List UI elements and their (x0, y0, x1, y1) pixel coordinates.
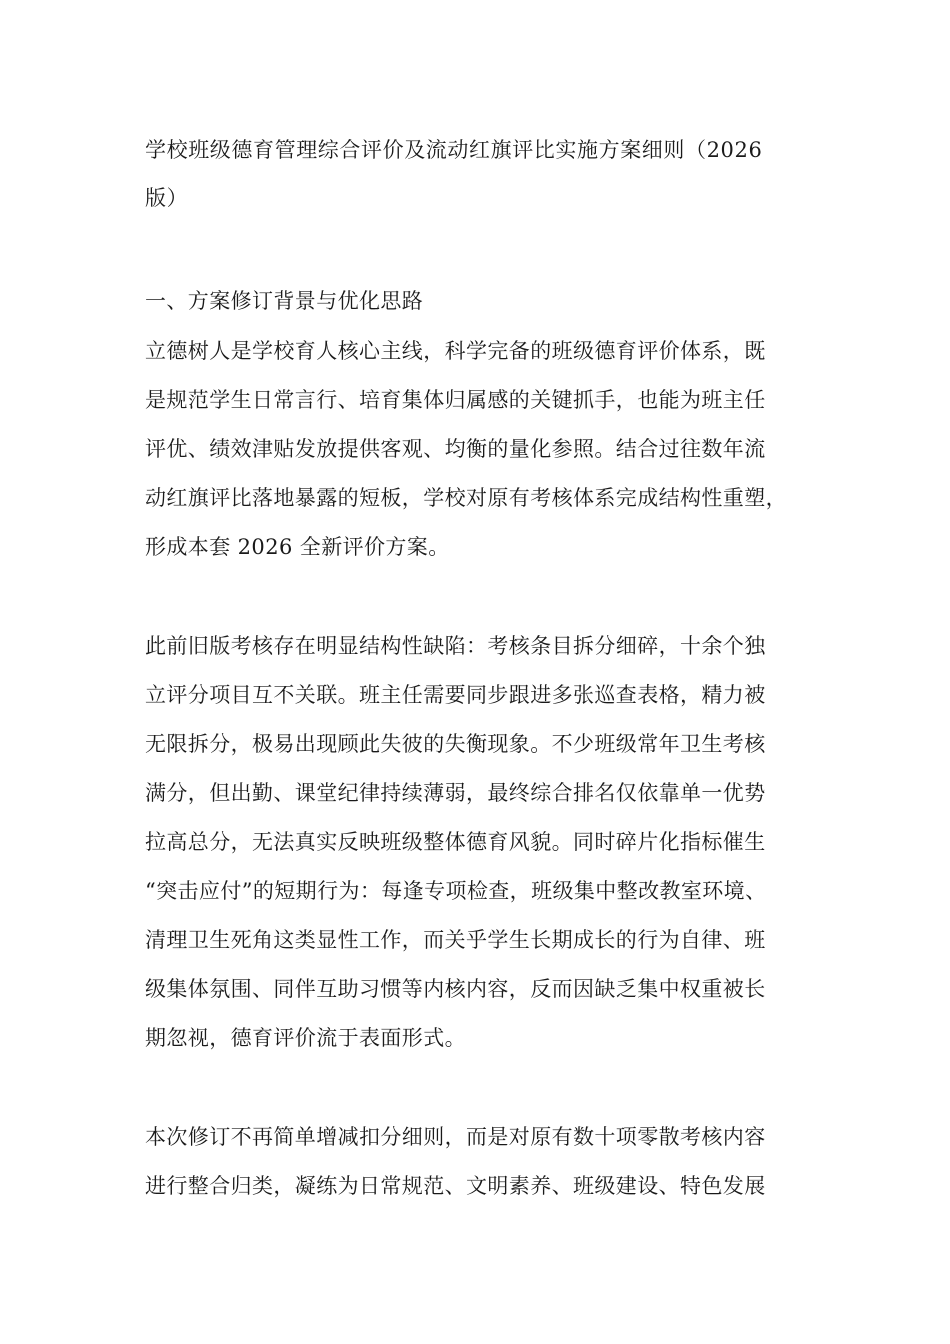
paragraph-2-line: 无限拆分，极易出现顾此失彼的失衡现象。不少班级常年卫生考核 (145, 732, 766, 756)
document-title-line-1: 学校班级德育管理综合评价及流动红旗评比实施方案细则（2026 (145, 138, 763, 162)
paragraph-2-line: 立评分项目互不关联。班主任需要同步跟进多张巡查表格，精力被 (145, 683, 766, 707)
paragraph-2-line: 满分，但出勤、课堂纪律持续薄弱，最终综合排名仅依靠单一优势 (145, 781, 766, 805)
paragraph-1-line: 形成本套 2026 全新评价方案。 (145, 535, 450, 559)
document-title-line-2: 版） (145, 186, 189, 210)
paragraph-2-line: 清理卫生死角这类显性工作，而关乎学生长期成长的行为自律、班 (145, 928, 766, 952)
paragraph-2-line: 期忽视，德育评价流于表面形式。 (145, 1026, 466, 1050)
paragraph-2-line: 级集体氛围、同伴互助习惯等内核内容，反而因缺乏集中权重被长 (145, 977, 766, 1001)
section-heading: 一、方案修订背景与优化思路 (145, 289, 424, 313)
paragraph-2-line: “突击应付”的短期行为：每逢专项检查，班级集中整改教室环境、 (145, 879, 767, 903)
paragraph-2-line: 拉高总分，无法真实反映班级整体德育风貌。同时碎片化指标催生 (145, 830, 766, 854)
paragraph-2-line: 此前旧版考核存在明显结构性缺陷：考核条目拆分细碎，十余个独 (145, 634, 766, 658)
paragraph-3-line: 进行整合归类，凝练为日常规范、文明素养、班级建设、特色发展 (145, 1174, 766, 1198)
paragraph-1-line: 立德树人是学校育人核心主线，科学完备的班级德育评价体系，既 (145, 339, 766, 363)
paragraph-1-line: 是规范学生日常言行、培育集体归属感的关键抓手，也能为班主任 (145, 388, 766, 412)
paragraph-1-line: 动红旗评比落地暴露的短板，学校对原有考核体系完成结构性重塑， (145, 486, 787, 510)
paragraph-3-line: 本次修订不再简单增减扣分细则，而是对原有数十项零散考核内容 (145, 1125, 766, 1149)
paragraph-1-line: 评优、绩效津贴发放提供客观、均衡的量化参照。结合过往数年流 (145, 437, 766, 461)
